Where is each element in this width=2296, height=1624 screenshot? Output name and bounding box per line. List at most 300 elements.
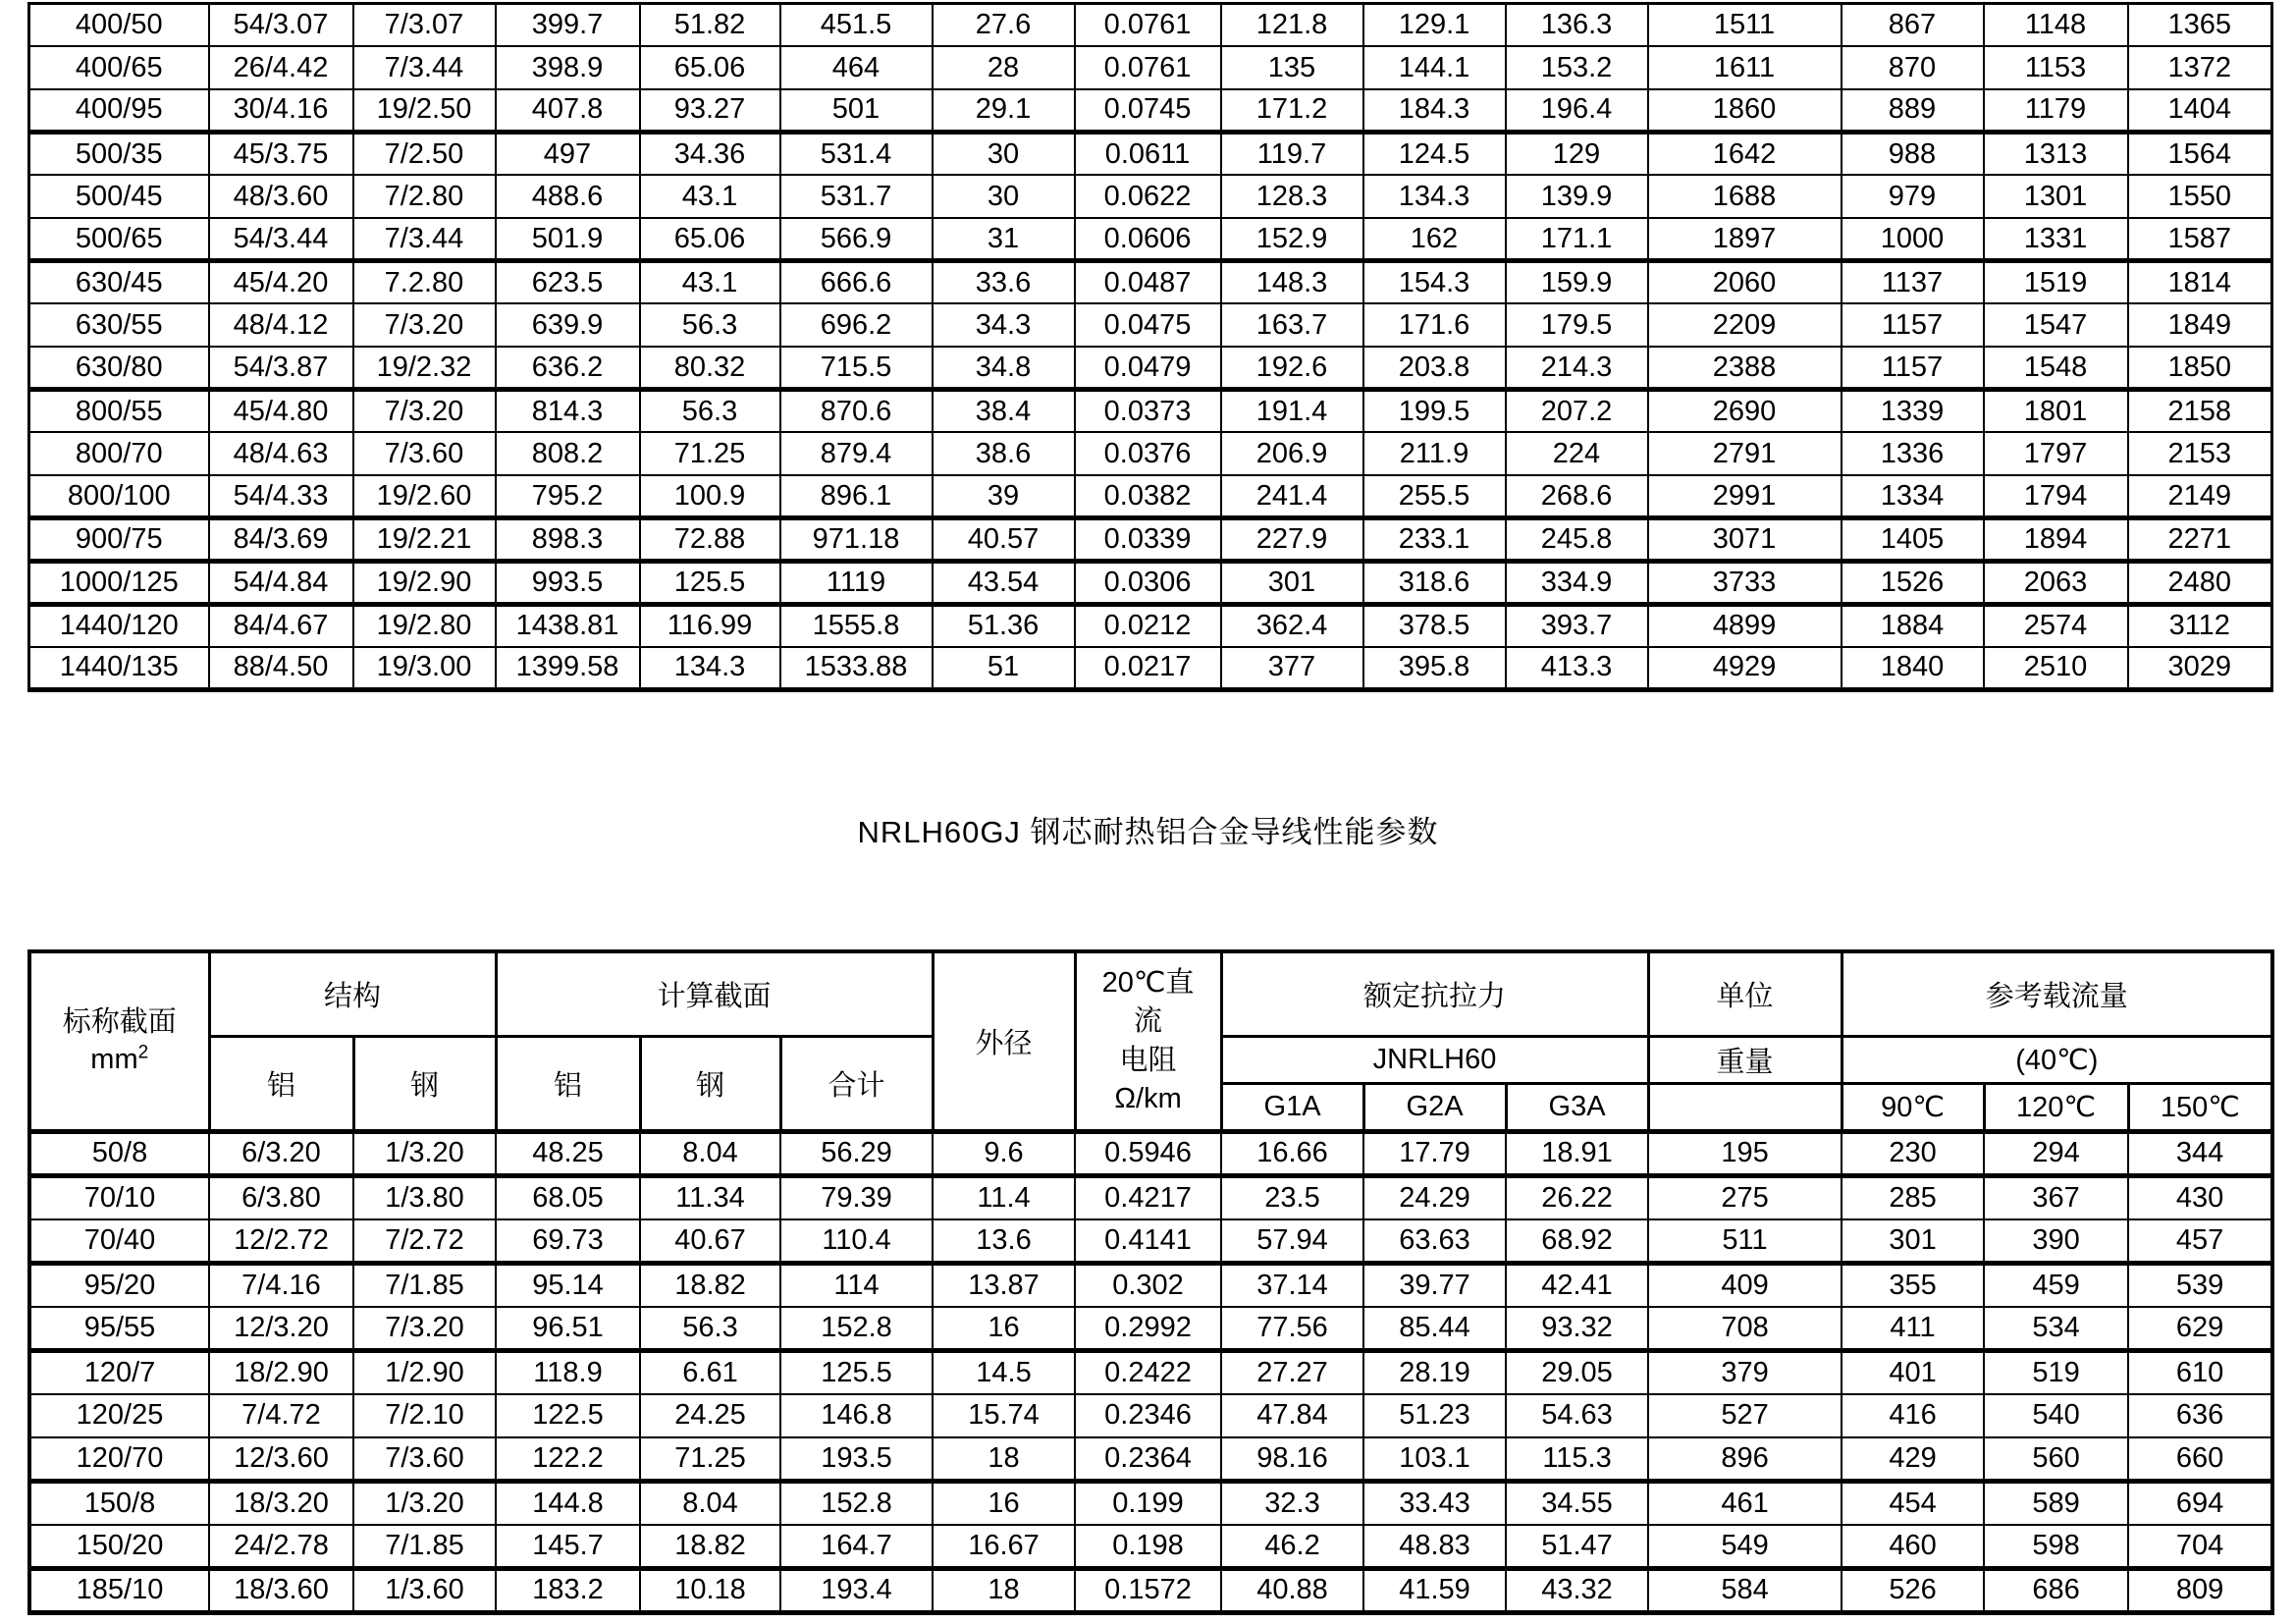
cell: 16.66 bbox=[1221, 1132, 1363, 1176]
cell: 7/2.80 bbox=[353, 175, 496, 218]
table-row bbox=[29, 561, 2272, 604]
cell: 7/1.85 bbox=[353, 1525, 496, 1569]
cell: 88/4.50 bbox=[209, 647, 353, 690]
cell: 301 bbox=[1842, 1219, 1984, 1264]
cell: 1119 bbox=[780, 561, 933, 604]
cell: 7/2.72 bbox=[353, 1219, 496, 1264]
cell: 48/3.60 bbox=[209, 175, 353, 218]
cell: 245.8 bbox=[1506, 518, 1648, 562]
cell: 1850 bbox=[2128, 347, 2272, 390]
cell: 77.56 bbox=[1221, 1307, 1363, 1351]
cell: 1519 bbox=[1984, 261, 2128, 304]
cell: 7/3.20 bbox=[353, 390, 496, 433]
cell: 230 bbox=[1842, 1132, 1984, 1176]
cell: 191.4 bbox=[1221, 390, 1363, 433]
cell: 1894 bbox=[1984, 518, 2128, 562]
cell: 1440/135 bbox=[29, 647, 209, 690]
table-row bbox=[29, 133, 2272, 176]
cell: 121.8 bbox=[1221, 4, 1363, 47]
cell: 809 bbox=[2128, 1569, 2272, 1613]
dc-resistance-line-1: 20℃直 bbox=[1101, 967, 1195, 1000]
cell: 43.1 bbox=[640, 261, 780, 304]
cell: 1179 bbox=[1984, 89, 2128, 133]
cell: 1153 bbox=[1984, 46, 2128, 89]
cell: 29.1 bbox=[933, 89, 1075, 133]
table-title: NRLH60GJ 钢芯耐热铝合金导线性能参数 bbox=[857, 815, 1439, 849]
cell: 134.3 bbox=[1363, 175, 1506, 218]
cell: 666.6 bbox=[780, 261, 933, 304]
cell: 429 bbox=[1842, 1437, 1984, 1482]
cell: 1/3.60 bbox=[353, 1569, 496, 1613]
cell: 56.3 bbox=[640, 1307, 780, 1351]
cell: 19/2.90 bbox=[353, 561, 496, 604]
cell: 1148 bbox=[1984, 4, 2128, 47]
cell: 390 bbox=[1984, 1219, 2128, 1264]
cell: 43.32 bbox=[1506, 1569, 1648, 1613]
cell: 867 bbox=[1842, 4, 1984, 47]
table-row bbox=[29, 89, 2272, 133]
cell: 464 bbox=[780, 46, 933, 89]
cell: 800/70 bbox=[29, 432, 209, 475]
cell: 1814 bbox=[2128, 261, 2272, 304]
cell: 589 bbox=[1984, 1482, 2128, 1526]
cell: 3733 bbox=[1648, 561, 1842, 604]
cell: 1550 bbox=[2128, 175, 2272, 218]
cell: 630/45 bbox=[29, 261, 209, 304]
cell: 362.4 bbox=[1221, 604, 1363, 647]
cell: 378.5 bbox=[1363, 604, 1506, 647]
cell: 7/3.20 bbox=[353, 303, 496, 347]
cell: 30/4.16 bbox=[209, 89, 353, 133]
header-row-1 bbox=[29, 951, 2272, 1037]
cell: 0.198 bbox=[1075, 1525, 1221, 1569]
cell: 1/3.80 bbox=[353, 1175, 496, 1219]
cell: 566.9 bbox=[780, 218, 933, 261]
cell: 7/4.16 bbox=[209, 1263, 353, 1307]
cell: 1526 bbox=[1842, 561, 1984, 604]
cell: 0.302 bbox=[1075, 1263, 1221, 1307]
cell: 2149 bbox=[2128, 475, 2272, 518]
cell: 96.51 bbox=[496, 1307, 640, 1351]
bottom-table-body bbox=[29, 1132, 2272, 1613]
cell: 120/70 bbox=[29, 1437, 209, 1482]
cell: 10.18 bbox=[640, 1569, 780, 1613]
cell: 203.8 bbox=[1363, 347, 1506, 390]
cell: 51.23 bbox=[1363, 1394, 1506, 1438]
cell: 1157 bbox=[1842, 347, 1984, 390]
cell: 70/40 bbox=[29, 1219, 209, 1264]
cell: 152.8 bbox=[780, 1307, 933, 1351]
cell: 409 bbox=[1648, 1263, 1842, 1307]
cell: 379 bbox=[1648, 1350, 1842, 1394]
cell: 629 bbox=[2128, 1307, 2272, 1351]
cell: 7/4.72 bbox=[209, 1394, 353, 1438]
header-calc-steel: 钢 bbox=[640, 1037, 780, 1132]
cell: 0.199 bbox=[1075, 1482, 1221, 1526]
cell: 65.06 bbox=[640, 46, 780, 89]
cell: 93.32 bbox=[1506, 1307, 1648, 1351]
cell: 48/4.12 bbox=[209, 303, 353, 347]
cell: 2510 bbox=[1984, 647, 2128, 690]
nominal-section-unit-sup: 2 bbox=[137, 1041, 149, 1062]
cell: 400/95 bbox=[29, 89, 209, 133]
table-row bbox=[29, 4, 2272, 47]
cell: 900/75 bbox=[29, 518, 209, 562]
cell: 870 bbox=[1842, 46, 1984, 89]
cell: 7/3.20 bbox=[353, 1307, 496, 1351]
header-g1a: G1A bbox=[1221, 1084, 1363, 1132]
cell: 488.6 bbox=[496, 175, 640, 218]
cell: 539 bbox=[2128, 1263, 2272, 1307]
cell: 4929 bbox=[1648, 647, 1842, 690]
cell: 500/45 bbox=[29, 175, 209, 218]
cell: 134.3 bbox=[640, 647, 780, 690]
cell: 95/20 bbox=[29, 1263, 209, 1307]
cell: 0.0611 bbox=[1075, 133, 1221, 176]
cell: 1/2.90 bbox=[353, 1350, 496, 1394]
cell: 623.5 bbox=[496, 261, 640, 304]
table-row bbox=[29, 46, 2272, 89]
table-row bbox=[29, 1219, 2272, 1264]
cell: 34.8 bbox=[933, 347, 1075, 390]
cell: 43.54 bbox=[933, 561, 1075, 604]
cell: 0.0339 bbox=[1075, 518, 1221, 562]
cell: 144.8 bbox=[496, 1482, 640, 1526]
cell: 800/100 bbox=[29, 475, 209, 518]
cell: 598 bbox=[1984, 1525, 2128, 1569]
cell: 1365 bbox=[2128, 4, 2272, 47]
cell: 0.4141 bbox=[1075, 1219, 1221, 1264]
header-jnrlh60: JNRLH60 bbox=[1221, 1037, 1648, 1084]
cell: 159.9 bbox=[1506, 261, 1648, 304]
cell: 45/4.80 bbox=[209, 390, 353, 433]
cell: 68.05 bbox=[496, 1175, 640, 1219]
cell: 401 bbox=[1842, 1350, 1984, 1394]
cell: 534 bbox=[1984, 1307, 2128, 1351]
cell: 639.9 bbox=[496, 303, 640, 347]
table-row bbox=[29, 390, 2272, 433]
cell: 2388 bbox=[1648, 347, 1842, 390]
cell: 48.83 bbox=[1363, 1525, 1506, 1569]
cell: 51.82 bbox=[640, 4, 780, 47]
cell: 0.0761 bbox=[1075, 46, 1221, 89]
cell: 19/2.60 bbox=[353, 475, 496, 518]
cell: 393.7 bbox=[1506, 604, 1648, 647]
cell: 46.2 bbox=[1221, 1525, 1363, 1569]
cell: 129 bbox=[1506, 133, 1648, 176]
cell: 540 bbox=[1984, 1394, 2128, 1438]
cell: 19/3.00 bbox=[353, 647, 496, 690]
header-calc-section: 计算截面 bbox=[496, 951, 933, 1037]
table-row bbox=[29, 647, 2272, 690]
dc-resistance-line-2: 流 bbox=[1134, 1005, 1163, 1038]
cell: 152.8 bbox=[780, 1482, 933, 1526]
cell: 144.1 bbox=[1363, 46, 1506, 89]
cell: 1137 bbox=[1842, 261, 1984, 304]
cell: 6/3.20 bbox=[209, 1132, 353, 1176]
cell: 7/3.44 bbox=[353, 46, 496, 89]
bottom-table-header bbox=[29, 951, 2272, 1132]
cell: 171.6 bbox=[1363, 303, 1506, 347]
cell: 34.3 bbox=[933, 303, 1075, 347]
dc-resistance-line-3: 电阻 bbox=[1119, 1044, 1177, 1076]
cell: 1897 bbox=[1648, 218, 1842, 261]
cell: 704 bbox=[2128, 1525, 2272, 1569]
cell: 56.3 bbox=[640, 303, 780, 347]
table-row bbox=[29, 432, 2272, 475]
cell: 1548 bbox=[1984, 347, 2128, 390]
cell: 1331 bbox=[1984, 218, 2128, 261]
cell: 162 bbox=[1363, 218, 1506, 261]
cell: 630/80 bbox=[29, 347, 209, 390]
cell: 896 bbox=[1648, 1437, 1842, 1482]
table-row bbox=[29, 1132, 2272, 1176]
cell: 399.7 bbox=[496, 4, 640, 47]
cell: 37.14 bbox=[1221, 1263, 1363, 1307]
cell: 13.6 bbox=[933, 1219, 1075, 1264]
cell: 275 bbox=[1648, 1175, 1842, 1219]
cell: 400/65 bbox=[29, 46, 209, 89]
cell: 24/2.78 bbox=[209, 1525, 353, 1569]
cell: 38.4 bbox=[933, 390, 1075, 433]
cell: 1564 bbox=[2128, 133, 2272, 176]
cell: 1334 bbox=[1842, 475, 1984, 518]
cell: 129.1 bbox=[1363, 4, 1506, 47]
table-row bbox=[29, 303, 2272, 347]
cell: 795.2 bbox=[496, 475, 640, 518]
cell: 318.6 bbox=[1363, 561, 1506, 604]
cell: 7/3.07 bbox=[353, 4, 496, 47]
cell: 459 bbox=[1984, 1263, 2128, 1307]
cell: 461 bbox=[1648, 1482, 1842, 1526]
cell: 0.0376 bbox=[1075, 432, 1221, 475]
cell: 0.2422 bbox=[1075, 1350, 1221, 1394]
cell: 68.92 bbox=[1506, 1219, 1648, 1264]
cell: 193.5 bbox=[780, 1437, 933, 1482]
cell: 72.88 bbox=[640, 518, 780, 562]
cell: 18/3.20 bbox=[209, 1482, 353, 1526]
cell: 193.4 bbox=[780, 1569, 933, 1613]
cell: 1587 bbox=[2128, 218, 2272, 261]
cell: 18/3.60 bbox=[209, 1569, 353, 1613]
cell: 7/3.60 bbox=[353, 1437, 496, 1482]
cell: 16 bbox=[933, 1482, 1075, 1526]
cell: 227.9 bbox=[1221, 518, 1363, 562]
cell: 0.5946 bbox=[1075, 1132, 1221, 1176]
cell: 12/2.72 bbox=[209, 1219, 353, 1264]
cell: 206.9 bbox=[1221, 432, 1363, 475]
cell: 98.16 bbox=[1221, 1437, 1363, 1482]
cell: 18 bbox=[933, 1569, 1075, 1613]
cell: 0.0212 bbox=[1075, 604, 1221, 647]
cell: 889 bbox=[1842, 89, 1984, 133]
nominal-section-label: 标称截面 bbox=[62, 1005, 177, 1038]
cell: 51.36 bbox=[933, 604, 1075, 647]
cell: 416 bbox=[1842, 1394, 1984, 1438]
cell: 694 bbox=[2128, 1482, 2272, 1526]
header-calc-total: 合计 bbox=[780, 1037, 933, 1132]
cell: 120/25 bbox=[29, 1394, 209, 1438]
header-unit: 单位 bbox=[1648, 951, 1842, 1037]
cell: 211.9 bbox=[1363, 432, 1506, 475]
cell: 398.9 bbox=[496, 46, 640, 89]
cell: 1404 bbox=[2128, 89, 2272, 133]
cell: 40.67 bbox=[640, 1219, 780, 1264]
cell: 1/3.20 bbox=[353, 1132, 496, 1176]
cell: 57.94 bbox=[1221, 1219, 1363, 1264]
cell: 54/3.87 bbox=[209, 347, 353, 390]
cell: 500/65 bbox=[29, 218, 209, 261]
dc-resistance-line-4: Ω/km bbox=[1114, 1082, 1182, 1114]
table-row bbox=[29, 1394, 2272, 1438]
cell: 1313 bbox=[1984, 133, 2128, 176]
cell: 0.0622 bbox=[1075, 175, 1221, 218]
cell: 1849 bbox=[2128, 303, 2272, 347]
cell: 54/4.84 bbox=[209, 561, 353, 604]
cell: 1000 bbox=[1842, 218, 1984, 261]
cell: 42.41 bbox=[1506, 1263, 1648, 1307]
cell: 241.4 bbox=[1221, 475, 1363, 518]
cell: 224 bbox=[1506, 432, 1648, 475]
cell: 125.5 bbox=[640, 561, 780, 604]
cell: 1611 bbox=[1648, 46, 1842, 89]
cell: 30 bbox=[933, 175, 1075, 218]
cell: 95/55 bbox=[29, 1307, 209, 1351]
cell: 630/55 bbox=[29, 303, 209, 347]
cell: 45/3.75 bbox=[209, 133, 353, 176]
header-calc-aluminum: 铝 bbox=[496, 1037, 640, 1132]
cell: 19/2.21 bbox=[353, 518, 496, 562]
cell: 51 bbox=[933, 647, 1075, 690]
cell: 8.04 bbox=[640, 1482, 780, 1526]
cell: 38.6 bbox=[933, 432, 1075, 475]
header-structure-steel: 钢 bbox=[353, 1037, 496, 1132]
nrlh60gj-table bbox=[27, 949, 2274, 1615]
table-row bbox=[29, 1307, 2272, 1351]
cell: 988 bbox=[1842, 133, 1984, 176]
cell: 41.59 bbox=[1363, 1569, 1506, 1613]
cell: 24.29 bbox=[1363, 1175, 1506, 1219]
cell: 2480 bbox=[2128, 561, 2272, 604]
cell: 0.0382 bbox=[1075, 475, 1221, 518]
cell: 80.32 bbox=[640, 347, 780, 390]
cell: 65.06 bbox=[640, 218, 780, 261]
conductor-table-continued bbox=[27, 2, 2273, 692]
cell: 47.84 bbox=[1221, 1394, 1363, 1438]
cell: 27.27 bbox=[1221, 1350, 1363, 1394]
table-row bbox=[29, 475, 2272, 518]
cell: 0.0373 bbox=[1075, 390, 1221, 433]
cell: 367 bbox=[1984, 1175, 2128, 1219]
cell: 519 bbox=[1984, 1350, 2128, 1394]
cell: 3029 bbox=[2128, 647, 2272, 690]
cell: 11.34 bbox=[640, 1175, 780, 1219]
cell: 12/3.20 bbox=[209, 1307, 353, 1351]
cell: 19/2.50 bbox=[353, 89, 496, 133]
cell: 110.4 bbox=[780, 1219, 933, 1264]
cell: 69.73 bbox=[496, 1219, 640, 1264]
cell: 686 bbox=[1984, 1569, 2128, 1613]
cell: 18.82 bbox=[640, 1525, 780, 1569]
cell: 152.9 bbox=[1221, 218, 1363, 261]
cell: 11.4 bbox=[933, 1175, 1075, 1219]
cell: 696.2 bbox=[780, 303, 933, 347]
cell: 636 bbox=[2128, 1394, 2272, 1438]
cell: 135 bbox=[1221, 46, 1363, 89]
cell: 139.9 bbox=[1506, 175, 1648, 218]
cell: 31 bbox=[933, 218, 1075, 261]
cell: 54/3.44 bbox=[209, 218, 353, 261]
cell: 377 bbox=[1221, 647, 1363, 690]
cell: 2574 bbox=[1984, 604, 2128, 647]
cell: 164.7 bbox=[780, 1525, 933, 1569]
cell: 171.1 bbox=[1506, 218, 1648, 261]
cell: 636.2 bbox=[496, 347, 640, 390]
cell: 79.39 bbox=[780, 1175, 933, 1219]
cell: 19/2.32 bbox=[353, 347, 496, 390]
header-120c: 120℃ bbox=[1984, 1084, 2128, 1132]
cell: 971.18 bbox=[780, 518, 933, 562]
cell: 500/35 bbox=[29, 133, 209, 176]
cell: 560 bbox=[1984, 1437, 2128, 1482]
cell: 2991 bbox=[1648, 475, 1842, 518]
header-150c: 150℃ bbox=[2128, 1084, 2272, 1132]
cell: 185/10 bbox=[29, 1569, 209, 1613]
header-g3a: G3A bbox=[1506, 1084, 1648, 1132]
cell: 1797 bbox=[1984, 432, 2128, 475]
cell: 18.82 bbox=[640, 1263, 780, 1307]
cell: 6/3.80 bbox=[209, 1175, 353, 1219]
cell: 24.25 bbox=[640, 1394, 780, 1438]
cell: 154.3 bbox=[1363, 261, 1506, 304]
cell: 34.55 bbox=[1506, 1482, 1648, 1526]
cell: 27.6 bbox=[933, 4, 1075, 47]
cell: 1336 bbox=[1842, 432, 1984, 475]
cell: 48.25 bbox=[496, 1132, 640, 1176]
cell: 610 bbox=[2128, 1350, 2272, 1394]
cell: 192.6 bbox=[1221, 347, 1363, 390]
cell: 400/50 bbox=[29, 4, 209, 47]
cell: 39.77 bbox=[1363, 1263, 1506, 1307]
cell: 7/1.85 bbox=[353, 1263, 496, 1307]
cell: 411 bbox=[1842, 1307, 1984, 1351]
table-row bbox=[29, 1569, 2272, 1613]
cell: 430 bbox=[2128, 1175, 2272, 1219]
cell: 1642 bbox=[1648, 133, 1842, 176]
cell: 40.88 bbox=[1221, 1569, 1363, 1613]
cell: 1399.58 bbox=[496, 647, 640, 690]
cell: 0.0745 bbox=[1075, 89, 1221, 133]
table-row bbox=[29, 218, 2272, 261]
cell: 100.9 bbox=[640, 475, 780, 518]
cell: 1555.8 bbox=[780, 604, 933, 647]
cell: 584 bbox=[1648, 1569, 1842, 1613]
cell: 344 bbox=[2128, 1132, 2272, 1176]
cell: 207.2 bbox=[1506, 390, 1648, 433]
cell: 715.5 bbox=[780, 347, 933, 390]
cell: 457 bbox=[2128, 1219, 2272, 1264]
cell: 233.1 bbox=[1363, 518, 1506, 562]
cell: 526 bbox=[1842, 1569, 1984, 1613]
cell: 1511 bbox=[1648, 4, 1842, 47]
cell: 48/4.63 bbox=[209, 432, 353, 475]
cell: 2690 bbox=[1648, 390, 1842, 433]
table-row bbox=[29, 604, 2272, 647]
cell: 979 bbox=[1842, 175, 1984, 218]
cell: 898.3 bbox=[496, 518, 640, 562]
header-structure-aluminum: 铝 bbox=[209, 1037, 353, 1132]
cell: 114 bbox=[780, 1263, 933, 1307]
